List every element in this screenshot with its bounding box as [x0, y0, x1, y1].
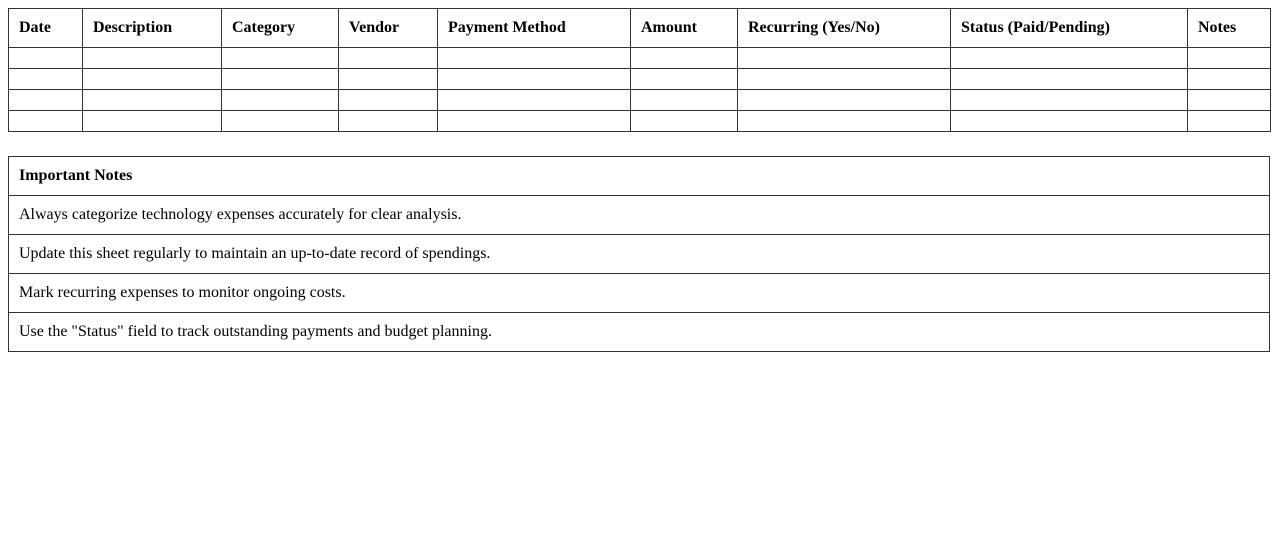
column-header-amount: Amount	[631, 9, 738, 48]
cell-payment-method[interactable]	[438, 90, 631, 111]
table-row	[9, 69, 1271, 90]
note-row	[9, 274, 1270, 313]
column-header-notes: Notes	[1188, 9, 1271, 48]
cell-recurring[interactable]	[738, 69, 951, 90]
cell-amount[interactable]	[631, 69, 738, 90]
cell-vendor[interactable]	[339, 111, 438, 132]
cell-category[interactable]	[222, 69, 339, 90]
column-header-vendor: Vendor	[339, 9, 438, 48]
column-header-date: Date	[9, 9, 83, 48]
cell-status[interactable]	[951, 48, 1188, 69]
note-row	[9, 235, 1270, 274]
note-item: Always categorize technology expenses accurately for clear analysis.	[9, 196, 1270, 235]
cell-payment-method[interactable]	[438, 48, 631, 69]
cell-date[interactable]	[9, 48, 83, 69]
cell-status[interactable]	[951, 90, 1188, 111]
cell-payment-method[interactable]	[438, 111, 631, 132]
cell-notes[interactable]	[1188, 48, 1271, 69]
cell-description[interactable]	[83, 48, 222, 69]
expense-header-row	[9, 9, 1271, 48]
cell-amount[interactable]	[631, 90, 738, 111]
cell-notes[interactable]	[1188, 111, 1271, 132]
cell-recurring[interactable]	[738, 111, 951, 132]
cell-description[interactable]	[83, 69, 222, 90]
expense-table	[8, 8, 1271, 132]
cell-date[interactable]	[9, 90, 83, 111]
cell-description[interactable]	[83, 111, 222, 132]
cell-description[interactable]	[83, 90, 222, 111]
cell-amount[interactable]	[631, 48, 738, 69]
note-row	[9, 313, 1270, 352]
cell-recurring[interactable]	[738, 48, 951, 69]
table-row	[9, 48, 1271, 69]
cell-date[interactable]	[9, 69, 83, 90]
note-item: Mark recurring expenses to monitor ongoing costs.	[9, 274, 1270, 313]
cell-payment-method[interactable]	[438, 69, 631, 90]
cell-status[interactable]	[951, 111, 1188, 132]
cell-date[interactable]	[9, 111, 83, 132]
cell-amount[interactable]	[631, 111, 738, 132]
table-row	[9, 111, 1271, 132]
column-header-payment-method: Payment Method	[438, 9, 631, 48]
cell-vendor[interactable]	[339, 48, 438, 69]
note-item: Use the "Status" field to track outstanding payments and budget planning.	[9, 313, 1270, 352]
column-header-description: Description	[83, 9, 222, 48]
note-row	[9, 196, 1270, 235]
table-row	[9, 90, 1271, 111]
note-item: Update this sheet regularly to maintain an up-to-date record of spendings.	[9, 235, 1270, 274]
cell-vendor[interactable]	[339, 69, 438, 90]
notes-title: Important Notes	[9, 157, 1270, 196]
cell-recurring[interactable]	[738, 90, 951, 111]
column-header-category: Category	[222, 9, 339, 48]
column-header-recurring: Recurring (Yes/No)	[738, 9, 951, 48]
notes-header-row	[9, 157, 1270, 196]
column-header-status: Status (Paid/Pending)	[951, 9, 1188, 48]
cell-category[interactable]	[222, 111, 339, 132]
cell-category[interactable]	[222, 48, 339, 69]
cell-status[interactable]	[951, 69, 1188, 90]
cell-notes[interactable]	[1188, 69, 1271, 90]
important-notes-table	[8, 156, 1270, 352]
cell-vendor[interactable]	[339, 90, 438, 111]
cell-notes[interactable]	[1188, 90, 1271, 111]
cell-category[interactable]	[222, 90, 339, 111]
